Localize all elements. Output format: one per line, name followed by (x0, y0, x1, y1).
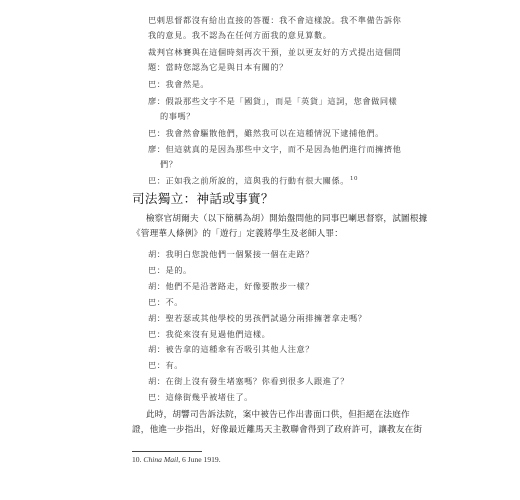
dialogue-line: 胡：被告拿的這種傘有否吸引其他人注意？ (148, 344, 315, 354)
passage-line: 巴：我會然會驅散他們，雖然我可以在這種情況下逮捕他們。 (148, 128, 384, 138)
paragraph-line: 檢察官胡爾夫（以下簡稱為胡）開始盤問他的同事巴喇思督察，試圖根據 (146, 214, 428, 224)
passage-line: 們？ (160, 159, 178, 169)
dialogue-line: 巴：有。 (148, 360, 183, 370)
passage-line-text: 巴：正如我之前所說的，這與我的行動有很大關係。 (148, 175, 349, 186)
dialogue-line: 巴：我從來沒有見過他們這樣。 (148, 329, 271, 339)
dialogue-line: 胡：在街上沒有發生堵塞嗎？你看到很多人跟進了？ (148, 376, 349, 386)
dialogue-line: 巴：是的。 (148, 265, 192, 275)
footnote-source: China Mail (143, 455, 179, 464)
passage-line (148, 173, 358, 188)
footnote-divider (132, 451, 202, 452)
footnote-date: , 6 June 1919. (178, 455, 221, 464)
passage-line: 巴剌思督都沒有給出直接的答覆：我不會這樣說。我不準備告訴你 (148, 15, 402, 25)
dialogue-line: 胡：我明白您說他們一個緊接一個在走路？ (148, 249, 315, 259)
passage-line: 廖：假設那些文字不是「國貨」，而是「英貨」這詞，您會做同樣 (148, 96, 398, 106)
passage-line: 的事嗎？ (160, 111, 195, 121)
footnote-number: 10. (132, 455, 142, 464)
paragraph-line: 《管理華人條例》的「遊行」定義將學生及老師人罪： (132, 229, 344, 239)
passage-line: 我的意見。我不認為在任何方面我的意見算數。 (148, 30, 332, 40)
dialogue-line: 巴：這條街幾乎被堵住了。 (148, 392, 253, 402)
dialogue-line: 胡：他們不是沿著路走，好像要散步一樣？ (148, 281, 315, 291)
passage-line: 廖：但這就真的是因為那些中文字，而不是因為他們進行而擁擠他 (148, 144, 402, 154)
dialogue-line: 巴：不。 (148, 297, 183, 307)
footnote-reference: 10 (349, 176, 359, 182)
dialogue-line: 胡：聖若瑟或其他學校的男孩們試過分兩排擁著拿走嗎？ (148, 313, 367, 323)
footnote (132, 455, 221, 464)
paragraph-line: 此時，胡響司告訴法院，案中被告已作出書面口供，但拒絕在法庭作 (146, 410, 410, 420)
passage-line: 裁判官林賽與在這個時刻再次干預，並以更友好的方式提出這個問 (148, 47, 402, 57)
section-heading: 司法獨立：神話或事實？ (132, 191, 274, 206)
paragraph-line: 證，他進一步指出，好像最近離馬天主教聯會得到了政府許可，讓教友在街 (132, 425, 423, 435)
passage-line: 巴：我會然是。 (148, 79, 210, 89)
passage-line: 題：當時您認為它是與日本有關的？ (148, 62, 288, 72)
